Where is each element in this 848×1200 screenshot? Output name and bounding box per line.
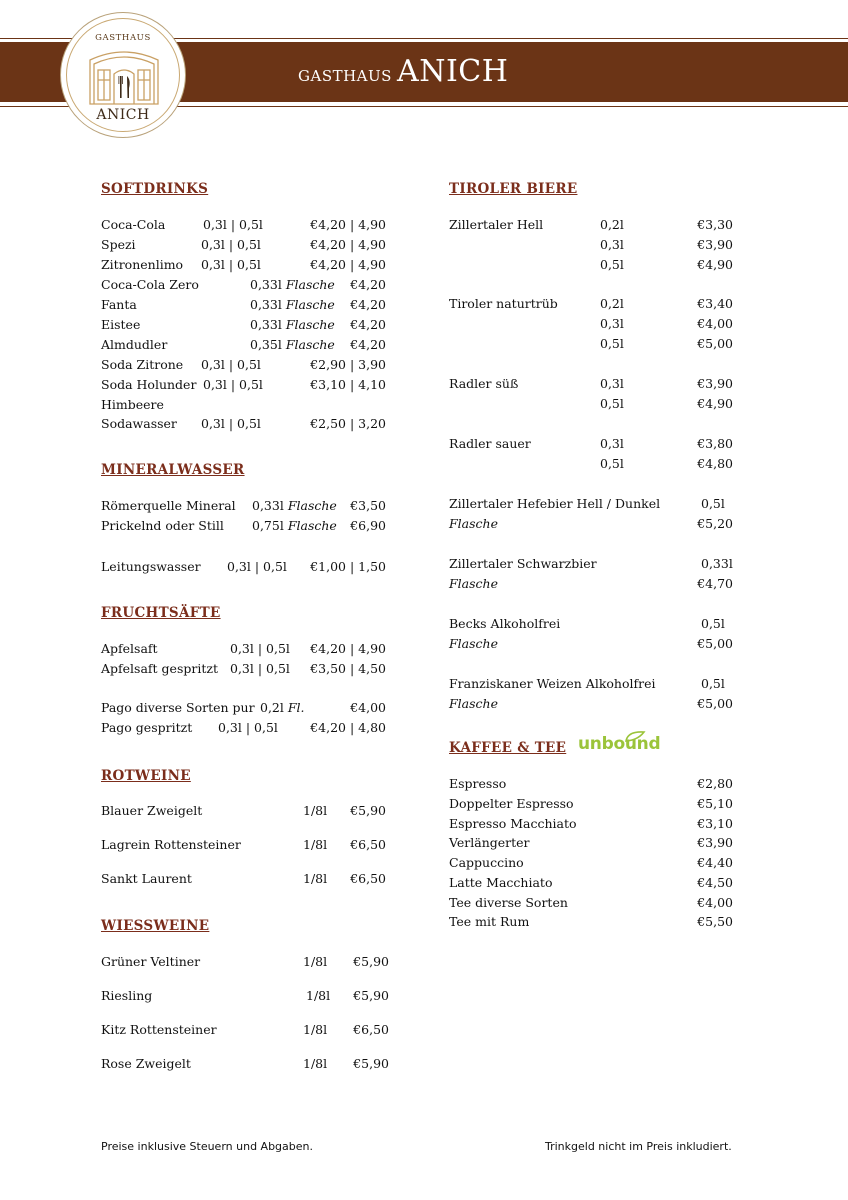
item-price: €6,50 [353,1022,389,1037]
item-price: €3,50 [350,498,386,513]
item-price: €3,10 | 4,10 [310,377,386,392]
item-volume: 0,33l [252,498,284,513]
item-name: Kitz Rottensteiner [101,1022,217,1037]
item-name: Becks Alkoholfrei [449,616,561,631]
item-price: €4,90 [697,257,733,272]
item-name: Doppelter Espresso [449,796,574,811]
item-volume: 0,33l [250,297,282,312]
item-name: Eistee [101,317,141,332]
item-size: 0,3l | 0,5l [230,661,290,676]
item-name: Zillertaler Hell [449,217,544,232]
item-size: 0,3l | 0,5l [201,357,261,372]
item-price: €3,40 [697,296,733,311]
item-price: €4,20 [350,297,386,312]
item-size [252,519,337,533]
item-name: Rose Zweigelt [101,1056,191,1071]
item-price: €3,90 [697,835,733,850]
item-size [252,499,337,513]
item-price: €6,50 [350,837,386,852]
item-size: 0,5l [701,496,725,511]
item-price: €3,30 [697,217,733,232]
item-size: 0,3l | 0,5l [203,217,263,232]
item-unit: Flasche [449,636,498,651]
heading-fruchtsaefte: FRUCHTSÄFTE [101,605,221,621]
brand-title [298,54,508,89]
item-volume: 0,2l [260,700,284,715]
logo-bottom-text: ANICH [96,107,150,123]
logo-top-text: GASTHAUS [95,33,151,43]
item-price: €4,90 [697,396,733,411]
item-volume: 0,33l [250,317,282,332]
item-price: €3,90 [697,376,733,391]
item-size: 1/8l [303,1022,328,1037]
heading-tiroler-biere: TIROLER BIERE [449,181,578,197]
item-price: €4,20 [350,277,386,292]
item-unit: Flasche [287,498,337,513]
item-volume: 0,75l [252,518,284,533]
item-name: Radler süß [449,376,519,391]
item-size [260,701,305,715]
item-name: Almdudler [101,337,168,352]
heading-mineralwasser: MINERALWASSER [101,462,245,478]
item-price: €4,50 [697,875,733,890]
item-size: 0,5l [600,456,624,471]
item-price: €4,70 [697,576,733,591]
item-name: Franziskaner Weizen Alkoholfrei [449,676,656,691]
item-volume: 0,33l [250,277,282,292]
item-price: €4,20 | 4,90 [310,217,386,232]
item-price: €3,10 [697,816,733,831]
item-name: Latte Macchiato [449,875,553,890]
item-name: Tee mit Rum [449,914,530,929]
logo-building-icon [86,46,162,106]
item-size: 1/8l [303,1056,328,1071]
item-size: 0,2l [600,217,624,232]
item-name: Pago diverse Sorten pur [101,700,255,715]
item-size [250,338,335,352]
item-unit: Flasche [287,518,337,533]
item-name: Apfelsaft [101,641,158,656]
item-name: Soda Holunder [101,377,197,392]
item-name: Grüner Veltiner [101,954,201,969]
item-price: €3,90 [697,237,733,252]
item-name: Riesling [101,988,153,1003]
item-price: €4,20 [350,337,386,352]
item-name: Blauer Zweigelt [101,803,203,818]
item-name: Sodawasser [101,416,177,431]
item-size: 0,3l | 0,5l [201,416,261,431]
item-name: Sankt Laurent [101,871,192,886]
heading-weissweine: WIESSWEINE [101,918,210,934]
item-name: Verlängerter [449,835,530,850]
item-unit: Flasche [449,696,498,711]
item-price: €4,20 [350,317,386,332]
heading-kaffee-tee: KAFFEE & TEE [449,740,567,756]
item-price: €4,00 [350,700,386,715]
item-size: 0,3l [600,436,624,451]
item-name: Zillertaler Schwarzbier [449,556,597,571]
item-size: 0,33l [701,556,733,571]
item-name: Leitungswasser [101,559,201,574]
item-price: €5,10 [697,796,733,811]
heading-rotweine: ROTWEINE [101,768,191,784]
footer-right-note: Trinkgeld nicht im Preis inkludiert. [545,1140,732,1153]
item-name: Zitronenlimo [101,257,184,272]
item-price: €5,90 [350,803,386,818]
item-price: €1,00 | 1,50 [310,559,386,574]
item-unit: Fl. [287,700,305,715]
item-name: Cappuccino [449,855,524,870]
item-price: €4,00 [697,316,733,331]
item-size: 0,3l | 0,5l [203,377,263,392]
item-price: €5,50 [697,914,733,929]
item-size: 0,3l [600,316,624,331]
logo [60,12,186,138]
item-volume: 0,35l [250,337,282,352]
item-size: 0,5l [701,616,725,631]
item-price: €3,50 | 4,50 [310,661,386,676]
item-price: €5,00 [697,336,733,351]
item-unit: Flasche [285,317,335,332]
item-name: Prickelnd oder Still [101,518,224,533]
item-name: Radler sauer [449,436,531,451]
item-price: €4,20 | 4,90 [310,641,386,656]
item-price: €5,90 [353,1056,389,1071]
brand-big: ANICH [397,54,509,89]
item-name: Fanta [101,297,137,312]
item-price: €4,20 | 4,90 [310,237,386,252]
item-name: Coca-Cola Zero [101,277,199,292]
item-size [250,278,335,292]
item-price: €4,40 [697,855,733,870]
item-price: €6,90 [350,518,386,533]
item-size [250,298,335,312]
item-size: 0,3l | 0,5l [201,257,261,272]
item-price: €2,90 | 3,90 [310,357,386,372]
unbound-logo: unbound [578,734,661,754]
item-size: 1/8l [303,954,328,969]
item-name: Soda Zitrone [101,357,184,372]
item-unit: Flasche [449,516,498,531]
footer-left-note: Preise inklusive Steuern und Abgaben. [101,1140,313,1153]
item-name: Spezi [101,237,136,252]
item-price: €2,80 [697,776,733,791]
item-size: 1/8l [303,837,328,852]
item-size: 1/8l [303,803,328,818]
item-name: Espresso [449,776,507,791]
item-price: €4,20 | 4,80 [310,720,386,735]
item-name: Römerquelle Mineral [101,498,236,513]
item-size: 0,5l [600,336,624,351]
item-unit: Flasche [285,277,335,292]
item-size: 0,5l [600,396,624,411]
item-name: Himbeere [101,397,164,412]
item-price: €4,00 [697,895,733,910]
item-size: 1/8l [306,988,331,1003]
item-name: Pago gespritzt [101,720,193,735]
item-size: 0,3l | 0,5l [230,641,290,656]
item-size: 0,2l [600,296,624,311]
item-size: 0,3l | 0,5l [201,237,261,252]
item-size [250,318,335,332]
item-unit: Flasche [285,337,335,352]
item-price: €4,20 | 4,90 [310,257,386,272]
item-price: €5,20 [697,516,733,531]
item-name: Lagrein Rottensteiner [101,837,241,852]
item-size: 1/8l [303,871,328,886]
item-name: Tee diverse Sorten [449,895,568,910]
item-size: 0,3l | 0,5l [227,559,287,574]
item-size: 0,5l [600,257,624,272]
item-name: Zillertaler Hefebier Hell / Dunkel [449,496,661,511]
item-size: 0,5l [701,676,725,691]
item-size: 0,3l | 0,5l [218,720,278,735]
item-unit: Flasche [285,297,335,312]
heading-softdrinks: SOFTDRINKS [101,181,209,197]
item-price: €3,80 [697,436,733,451]
item-price: €5,90 [353,988,389,1003]
item-price: €5,90 [353,954,389,969]
item-price: €6,50 [350,871,386,886]
unbound-leaf-icon [624,730,646,742]
item-size: 0,3l [600,237,624,252]
item-size: 0,3l [600,376,624,391]
item-unit: Flasche [449,576,498,591]
item-name: Apfelsaft gespritzt [101,661,218,676]
brand-small: GASTHAUS [298,67,392,85]
item-name: Coca-Cola [101,217,166,232]
item-price: €4,80 [697,456,733,471]
item-name: Tiroler naturtrüb [449,296,558,311]
item-name: Espresso Macchiato [449,816,577,831]
item-price: €5,00 [697,636,733,651]
item-price: €2,50 | 3,20 [310,416,386,431]
item-price: €5,00 [697,696,733,711]
